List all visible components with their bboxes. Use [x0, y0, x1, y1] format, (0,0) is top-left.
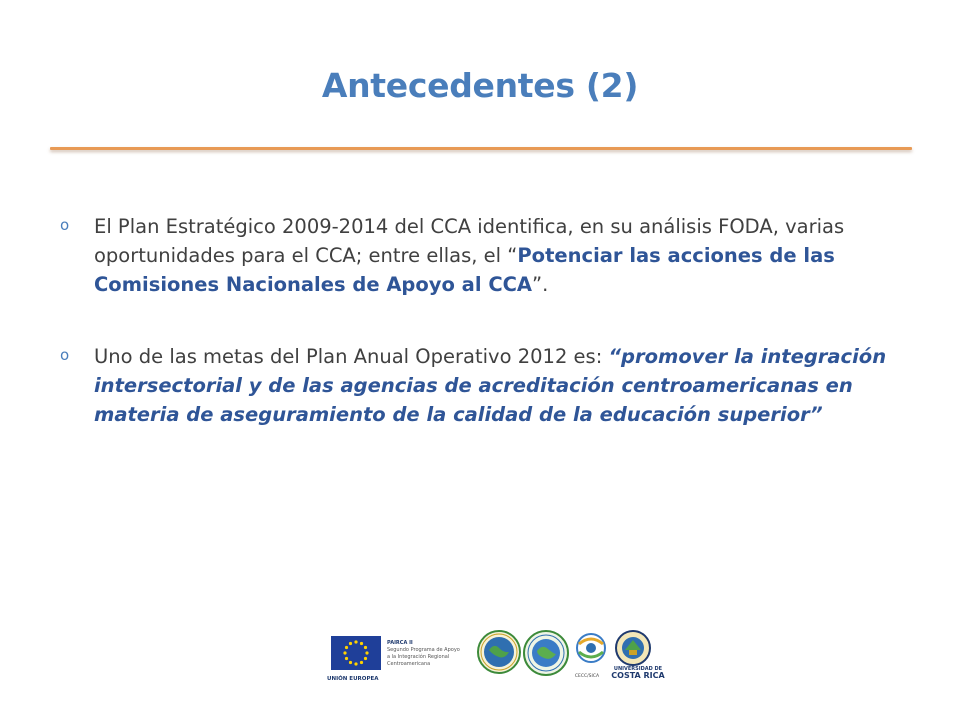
- slide-title: Antecedentes (2): [321, 66, 639, 105]
- cecc-sica-logo-icon: [571, 630, 611, 674]
- bullet-marker: o: [60, 216, 70, 234]
- csuca-seal-icon: [523, 630, 569, 676]
- bullet-text: El Plan Estratégico 2009-2014 del CCA identifica, en su análisis FODA, varias oportunidades para el CCA; entre ellas, el “: [94, 215, 845, 267]
- paircra-line: Centroamericana: [387, 661, 431, 667]
- title-divider: [50, 147, 912, 150]
- green-seal-icon: [477, 630, 521, 674]
- bullet-list: [60, 212, 890, 429]
- bullet-text-end: ”.: [532, 273, 549, 296]
- bullet-highlight: Potenciar las acciones de las Comisiones Nacionales de Apoyo al CCA: [94, 244, 835, 296]
- bullet-item-plan-estrategico: [60, 212, 890, 299]
- eu-caption: UNIÓN EUROPEA: [327, 676, 379, 682]
- cecc-caption: CECC/SICA: [574, 674, 600, 679]
- ucr-seal-icon: [615, 630, 651, 666]
- paircra-title: PAIRCA II: [387, 640, 413, 646]
- bullet-highlight: “promover la integración intersectorial y de las agencias de acreditación centroamericanas en materia de aseguramiento de la calidad de la educación superior”: [94, 345, 887, 426]
- paircra-line: a la Integración Regional: [387, 654, 450, 660]
- paircra-line: Segundo Programa de Apoyo: [387, 647, 460, 653]
- bullet-marker: o: [60, 346, 70, 364]
- ucr-caption-line-1: UNIVERSIDAD DE: [613, 666, 663, 672]
- ucr-caption: [611, 666, 665, 680]
- eu-flag-icon: [331, 636, 381, 670]
- ucr-caption-line-2: COSTA RICA: [611, 671, 665, 680]
- logo-strip: [325, 628, 670, 688]
- paircra-text: [387, 640, 477, 668]
- bullet-text: Uno de las metas del Plan Anual Operativo 2012 es:: [94, 345, 609, 368]
- eu-paircra-logo: [325, 632, 475, 688]
- bullet-item-plan-anual: [60, 342, 890, 429]
